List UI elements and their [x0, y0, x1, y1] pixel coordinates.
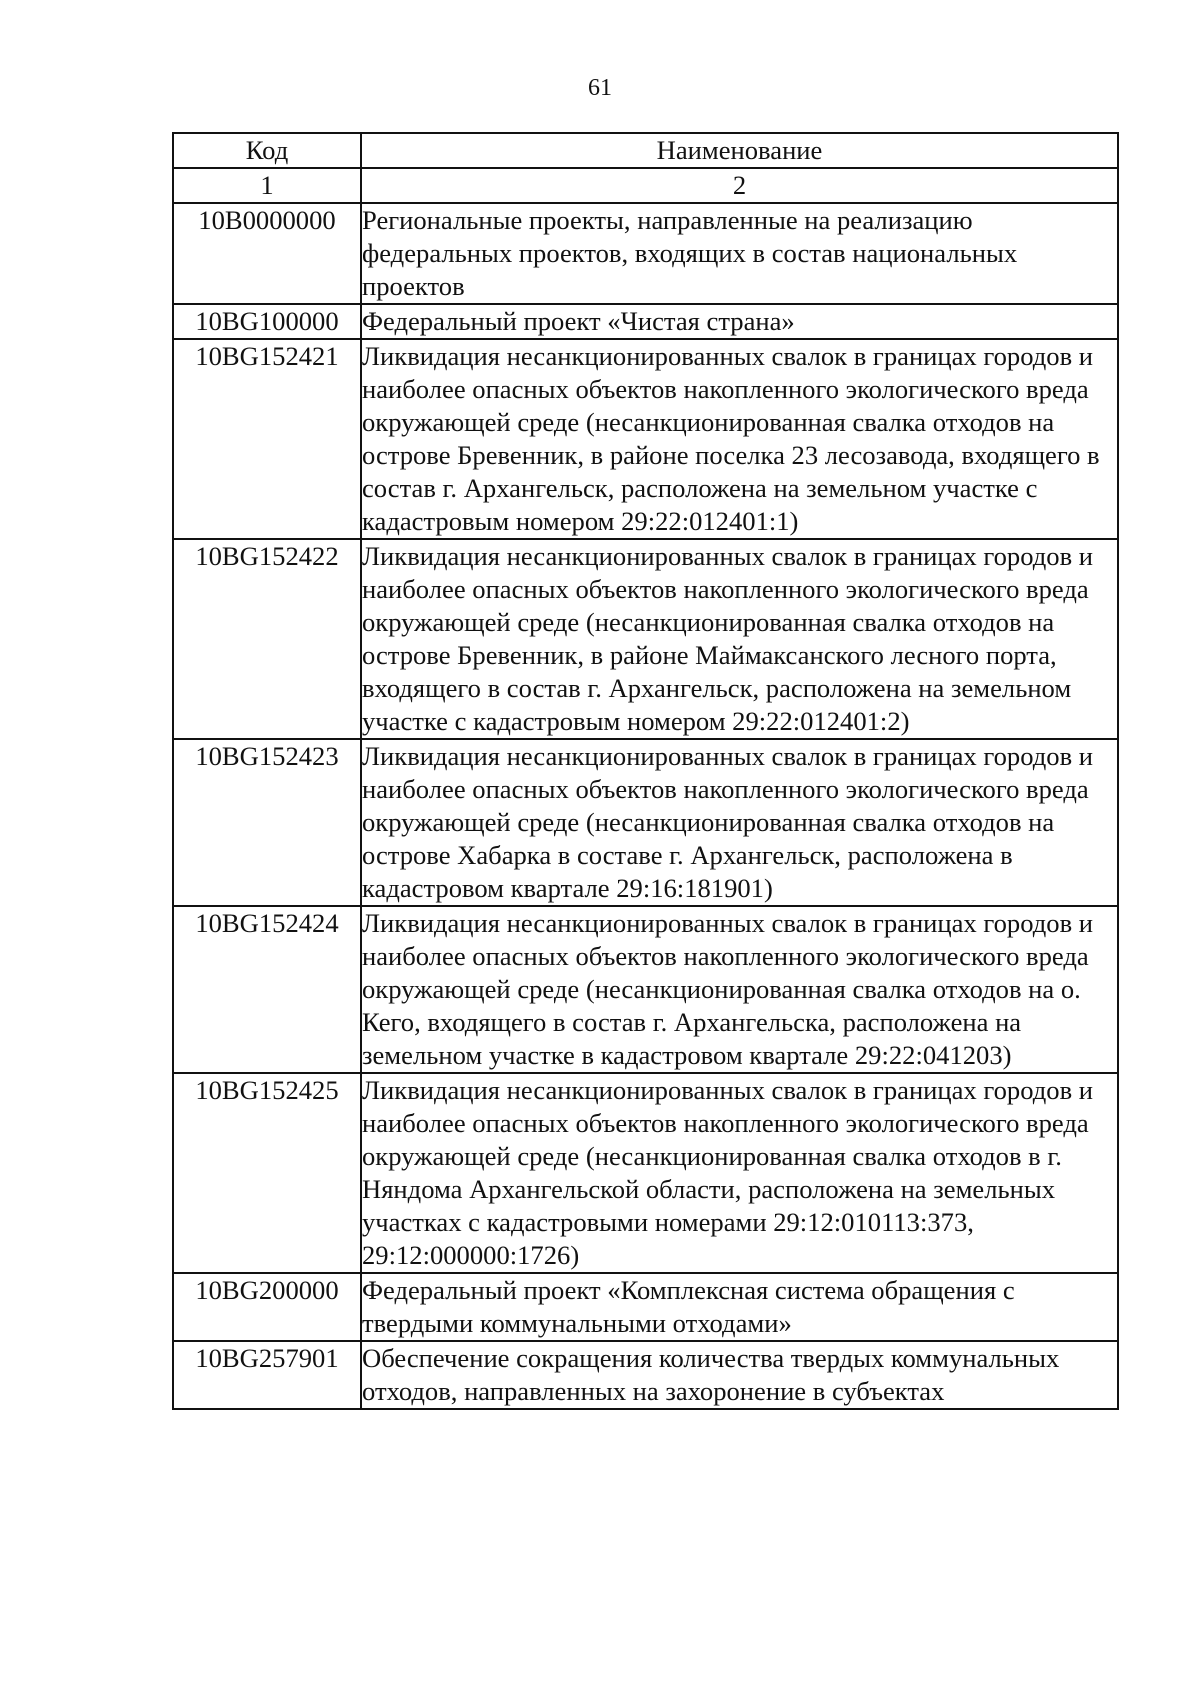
row-code: 10BG257901 — [173, 1341, 361, 1409]
column-number-name: 2 — [361, 168, 1118, 203]
row-name: Ликвидация несанкционированных свалок в границах городов и наиболее опасных объектов накопленного экологического вреда окружающей среде (несанкционированная свалка отходов на острове Бревенник, в районе Маймаксанского лесного порта, входящего в состав г. Архангельск, расположена на земельном участке с кадастровым номером 29:22:012401:2) — [361, 539, 1118, 739]
row-code: 10BG152423 — [173, 739, 361, 906]
row-code: 10B0000000 — [173, 203, 361, 304]
table-row — [173, 539, 1118, 739]
row-name: Обеспечение сокращения количества твердых коммунальных отходов, направленных на захоронение в субъектах — [361, 1341, 1118, 1409]
row-code: 10BG152421 — [173, 339, 361, 539]
column-header-code: Код — [173, 133, 361, 168]
table-row — [173, 339, 1118, 539]
row-code: 10BG200000 — [173, 1273, 361, 1341]
row-code: 10BG152424 — [173, 906, 361, 1073]
table-row — [173, 1341, 1118, 1409]
table-row — [173, 906, 1118, 1073]
table-row — [173, 1273, 1118, 1341]
table-row — [173, 739, 1118, 906]
row-code: 10BG152425 — [173, 1073, 361, 1273]
row-name: Ликвидация несанкционированных свалок в границах городов и наиболее опасных объектов накопленного экологического вреда окружающей среде (несанкционированная свалка отходов на острове Хабарка в составе г. Архангельск, расположена в кадастровом квартале 29:16:181901) — [361, 739, 1118, 906]
row-name: Ликвидация несанкционированных свалок в границах городов и наиболее опасных объектов накопленного экологического вреда окружающей среде (несанкционированная свалка отходов на острове Бревенник, в районе поселка 23 лесозавода, входящего в состав г. Архангельск, расположена на земельном участке с кадастровым номером 29:22:012401:1) — [361, 339, 1118, 539]
table-row — [173, 1073, 1118, 1273]
row-code: 10BG152422 — [173, 539, 361, 739]
row-name: Региональные проекты, направленные на реализацию федеральных проектов, входящих в состав национальных проектов — [361, 203, 1118, 304]
table-row — [173, 203, 1118, 304]
row-code: 10BG100000 — [173, 304, 361, 339]
page-number: 61 — [588, 75, 612, 101]
column-number-code: 1 — [173, 168, 361, 203]
row-name: Федеральный проект «Чистая страна» — [361, 304, 1118, 339]
table-header-row — [173, 133, 1118, 168]
column-number-row — [173, 168, 1118, 203]
column-header-name: Наименование — [361, 133, 1118, 168]
budget-classification-table — [172, 132, 1119, 1410]
row-name: Ликвидация несанкционированных свалок в границах городов и наиболее опасных объектов накопленного экологического вреда окружающей среде (несанкционированная свалка отходов на о. Кего, входящего в состав г. Архангельска, расположена на земельном участке в кадастровом квартале 29:22:041203) — [361, 906, 1118, 1073]
row-name: Ликвидация несанкционированных свалок в границах городов и наиболее опасных объектов накопленного экологического вреда окружающей среде (несанкционированная свалка отходов в г. Няндома Архангельской области, расположена на земельных участках с кадастровыми номерами 29:12:010113:373, 29:12:000000:1726) — [361, 1073, 1118, 1273]
row-name: Федеральный проект «Комплексная система обращения с твердыми коммунальными отходами» — [361, 1273, 1118, 1341]
table-row — [173, 304, 1118, 339]
